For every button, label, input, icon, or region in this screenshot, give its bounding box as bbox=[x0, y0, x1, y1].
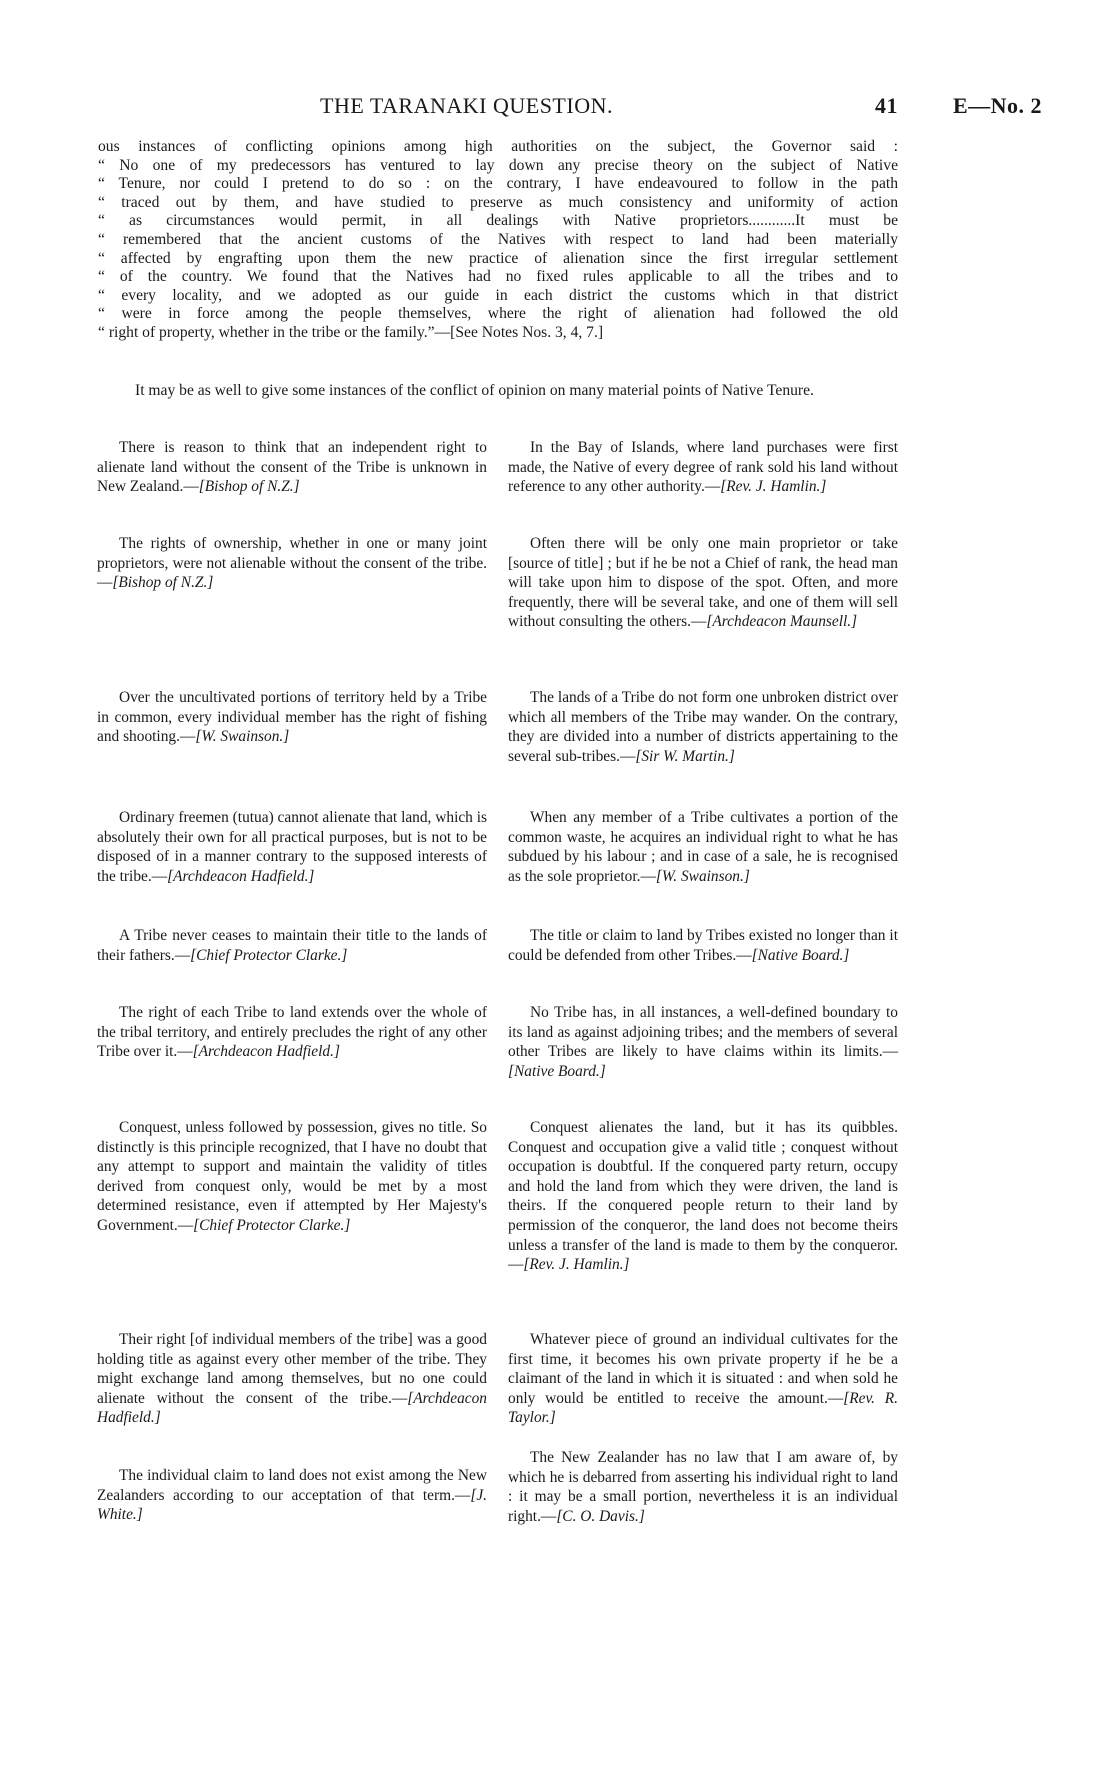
quote-text: No Tribe has, in all instances, a well-defined boundary to its land as against adjoining tribes; and the members of several other Tribes are likely to have claims within its limits.— bbox=[508, 1004, 898, 1061]
quote-text: The individual claim to land does not exist among the New Zealanders according to our acceptation of that term.— bbox=[97, 1467, 487, 1504]
quote-text: Conquest alienates the land, but it has its quibbles. Conquest and occupation give a valid title ; conquest without occupation is doubtful. If the conquered party return, occupy and hold the land from which they were driven, the land is theirs. If the conquered people return to their land by permission of the conqueror, the land does not become theirs unless a transfer of the land is made to them by the conqueror.— bbox=[508, 1119, 898, 1274]
quote-block bbox=[97, 926, 487, 965]
quote-source: [Chief Protector Clarke.] bbox=[190, 946, 348, 964]
quote-text: In the Bay of Islands, where land purchases were first made, the Native of every degree of rank sold his land without reference to any other authority.— bbox=[508, 439, 898, 496]
quote-text: The lands of a Tribe do not form one unbroken district over which all members of the Tribe may wander. On the contrary, they are divided into a number of districts appertaining to the several sub-tribes.— bbox=[508, 689, 898, 765]
running-title: THE TARANAKI QUESTION. bbox=[320, 93, 613, 118]
page-header bbox=[320, 93, 1094, 123]
quote-block bbox=[508, 1003, 898, 1081]
quote-line: “ affected by engrafting upon them the new practice of alienation since the first irregular settlement bbox=[98, 249, 898, 267]
quote-source: [Archdeacon Hadfield.] bbox=[167, 867, 315, 885]
quote-block bbox=[97, 1330, 487, 1428]
quote-source: [Archdeacon Maunsell.] bbox=[706, 613, 858, 631]
quote-block bbox=[97, 688, 487, 747]
quote-source: [Bishop of N.Z.] bbox=[198, 478, 300, 496]
quote-source: [Sir W. Martin.] bbox=[635, 747, 735, 765]
quote-text: The rights of ownership, whether in one or many joint proprietors, were not alienable without the consent of the tribe.— bbox=[97, 535, 487, 592]
quote-block bbox=[508, 688, 898, 766]
quote-line: ous instances of conflicting opinions among high authorities on the subject, the Governor said : bbox=[98, 138, 898, 155]
quote-source: [Rev. R. Taylor.] bbox=[508, 1389, 898, 1427]
quote-block bbox=[97, 1118, 487, 1236]
quote-text: Ordinary freemen (tutua) cannot alienate that land, which is absolutely their own for all practical purposes, but is not to be disposed of in a manner contrary to the supposed interests of the tribe.— bbox=[97, 809, 487, 885]
quote-source: [Native Board.] bbox=[508, 1062, 606, 1080]
quote-source: [Bishop of N.Z.] bbox=[112, 574, 214, 592]
quote-block bbox=[97, 534, 487, 593]
quote-source: [Rev. J. Hamlin.] bbox=[523, 1256, 630, 1274]
quote-block bbox=[508, 438, 898, 497]
intro-paragraph bbox=[98, 382, 898, 401]
quote-text: Over the uncultivated portions of territory held by a Tribe in common, every individual member has the right of fishing and shooting.— bbox=[97, 689, 487, 746]
quote-source: [Rev. J. Hamlin.] bbox=[720, 478, 827, 496]
quote-source: [Native Board.] bbox=[751, 946, 850, 964]
quote-line: “ were in force among the people themselves, where the right of alienation had followed the old bbox=[98, 305, 898, 323]
quote-text: Often there will be only one main proprietor or take [source of title] ; but if he be not a Chief of rank, the head man will take upon him to dispose of the spot. Often, and more frequently, there will be several take, and one of them will sell without consulting the others.— bbox=[508, 535, 898, 631]
quote-text: The title or claim to land by Tribes existed no longer than it could be defended from other Tribes.— bbox=[508, 927, 898, 964]
quote-text: When any member of a Tribe cultivates a portion of the common waste, he acquires an individual right to what he has subdued by his labour ; and in case of a sale, he is recognised as the sole proprietor.— bbox=[508, 809, 898, 885]
quote-source: [W. Swainson.] bbox=[655, 867, 750, 885]
quote-line: “ as circumstances would permit, in all dealings with Native proprietors............It must be bbox=[98, 212, 898, 230]
quote-line: “ No one of my predecessors has ventured to lay down any precise theory on the subject of Native bbox=[98, 156, 898, 174]
quote-block bbox=[508, 534, 898, 632]
quote-text: Conquest, unless followed by possession, gives no title. So distinctly is this principle recognized, that I have no doubt that any attempt to support and maintain the validity of titles derived from conquest only, would be met by a most determined resistance, even if attempted by Her Majesty's Government.— bbox=[97, 1119, 487, 1234]
document-reference: E—No. 2 bbox=[953, 93, 1043, 118]
quote-text: A Tribe never ceases to maintain their title to the lands of their fathers.— bbox=[97, 927, 487, 964]
governor-quote bbox=[98, 138, 898, 343]
quote-line: “ traced out by them, and have studied to preserve as much consistency and uniformity of action bbox=[98, 193, 898, 211]
quote-block bbox=[508, 1448, 898, 1526]
quote-block bbox=[97, 438, 487, 497]
quote-source: [W. Swainson.] bbox=[195, 728, 290, 746]
quote-source: [C. O. Davis.] bbox=[556, 1507, 645, 1525]
quote-text: Whatever piece of ground an individual cultivates for the first time, it becomes his own private property if he be a claimant of the land in which it is situated : and when sold he only would be entitled to receive the amount.— bbox=[508, 1331, 898, 1407]
quote-text: The right of each Tribe to land extends over the whole of the tribal territory, and entirely precludes the right of any other Tribe over it.— bbox=[97, 1004, 487, 1061]
quote-block bbox=[97, 808, 487, 886]
quote-text: There is reason to think that an independent right to alienate land without the consent of the Tribe is unknown in New Zealand.— bbox=[97, 439, 487, 496]
quote-text: Their right [of individual members of the tribe] was a good holding title as against every other member of the tribe. They might exchange land among themselves, but no one could alienate without the consent of the tribe.— bbox=[97, 1331, 487, 1407]
quote-source: [J. White.] bbox=[97, 1486, 487, 1524]
quote-source: [Archdeacon Hadfield.] bbox=[192, 1043, 340, 1061]
quote-block bbox=[508, 1118, 898, 1275]
quote-block bbox=[97, 1003, 487, 1062]
quote-block bbox=[97, 1466, 487, 1525]
page-number: 41 bbox=[875, 93, 898, 118]
quote-line: “ Tenure, nor could I pretend to do so : on the contrary, I have endeavoured to follow in the path bbox=[98, 175, 898, 193]
quote-source: [Chief Protector Clarke.] bbox=[193, 1216, 351, 1234]
intro-paragraph-text: It may be as well to give some instances of the conflict of opinion on many material points of Native Tenure. bbox=[135, 382, 814, 399]
quote-line: “ right of property, whether in the tribe or the family.”—[See Notes Nos. 3, 4, 7.] bbox=[98, 323, 604, 341]
quote-block bbox=[508, 1330, 898, 1428]
quote-line: “ every locality, and we adopted as our guide in each district the customs which in that district bbox=[98, 286, 898, 304]
quote-block bbox=[508, 808, 898, 886]
quote-source: [Archdeacon Hadfield.] bbox=[97, 1389, 487, 1427]
quote-text: The New Zealander has no law that I am aware of, by which he is debarred from asserting his individual right to land : it may be a small portion, nevertheless it is an individual right.— bbox=[508, 1449, 898, 1525]
quote-line: “ of the country. We found that the Natives had no fixed rules applicable to all the tribes and to bbox=[98, 268, 898, 286]
quote-line: “ remembered that the ancient customs of the Natives with respect to land had been materially bbox=[98, 230, 898, 248]
quote-block bbox=[508, 926, 898, 965]
